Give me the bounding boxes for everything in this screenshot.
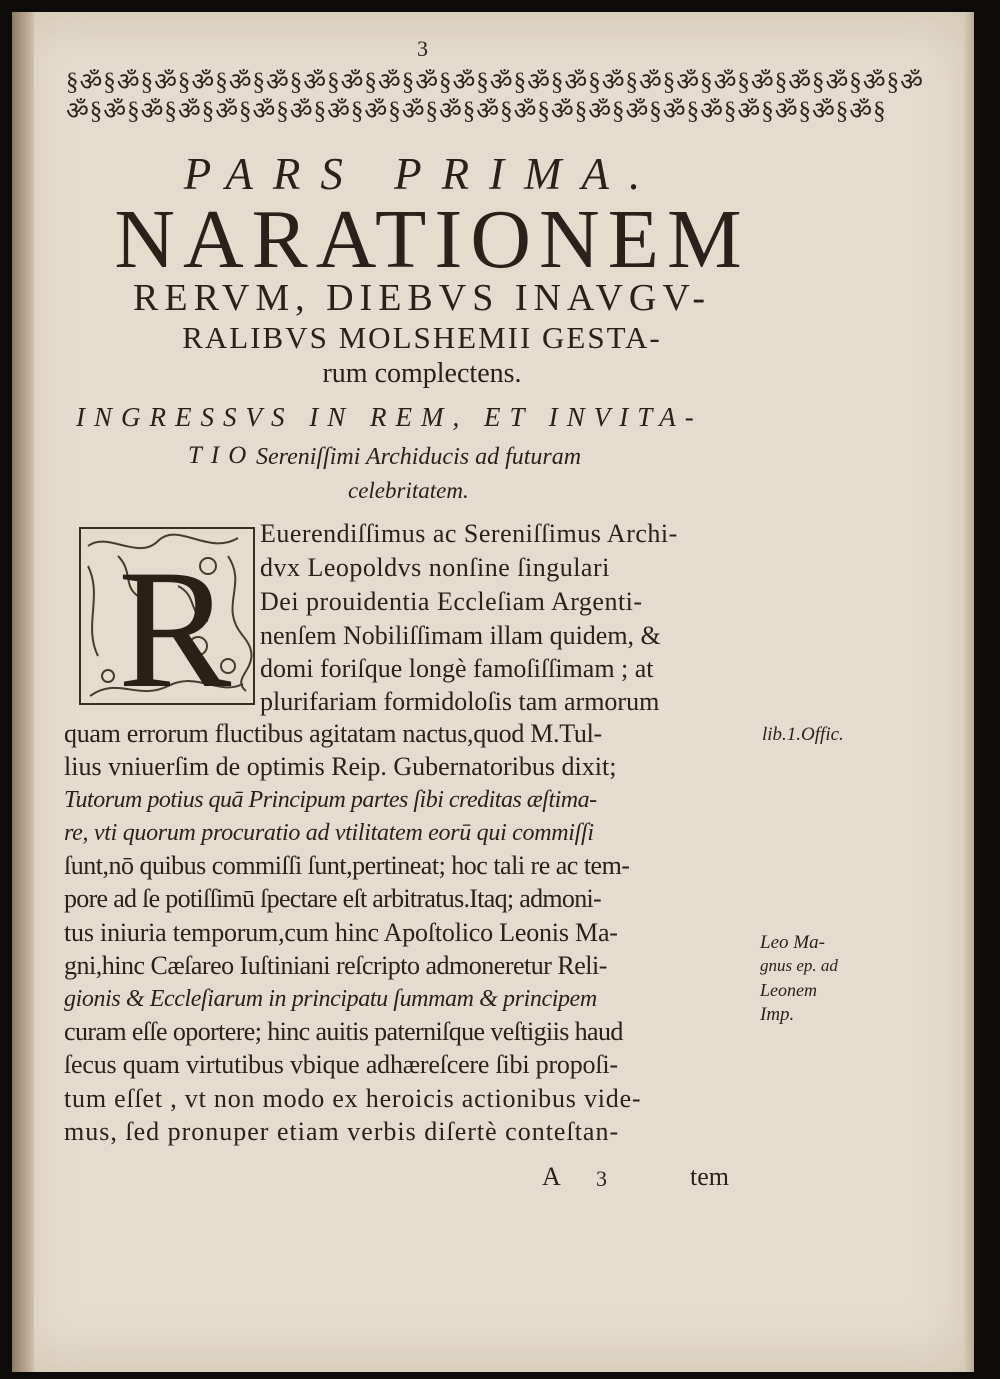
signature-number: 3: [596, 1166, 607, 1191]
body-line: lius vniuerſim de optimis Reip. Gubernatoribus dixit;: [64, 752, 617, 781]
marginal-note-offic: lib.1.Offic.: [762, 724, 844, 745]
body-line-italic: gionis & Eccleſiarum in principatu ſummam & principem: [64, 986, 597, 1012]
book-page: [12, 12, 974, 1372]
body-line: gni,hinc Cæſareo Iuſtiniani reſcripto admoneretur Reli-: [64, 951, 607, 980]
dropcap-letter: R: [118, 535, 232, 723]
section-heading-line-2b: Sereniſſimi Archiducis ad futuram: [256, 444, 582, 470]
marginal-note-leo-2: gnus ep. ad: [760, 956, 838, 975]
signature-mark: A: [542, 1162, 561, 1191]
book-spine: [12, 12, 34, 1372]
body-line: ſunt,nō quibus commiſſi ſunt,pertineat; hoc tali re ac tem-: [64, 851, 630, 880]
subtitle-line-1: RERVM, DIEBVS INAVGV-: [133, 277, 711, 319]
subtitle-line-2: RALIBVS MOLSHEMII GESTA-: [182, 320, 662, 355]
marginal-note-leo-3: Leonem: [760, 980, 817, 1000]
ornament-band-top: §ॐ§ॐ§ॐ§ॐ§ॐ§ॐ§ॐ§ॐ§ॐ§ॐ§ॐ§ॐ§ॐ§ॐ§ॐ§ॐ§ॐ§ॐ§ॐ§ॐ§ॐ§ॐ§ॐ: [66, 69, 924, 96]
section-heading-line-2a: TIO: [188, 442, 256, 469]
catchword: tem: [690, 1162, 729, 1191]
main-title: NARATIONEM: [114, 193, 750, 286]
body-line: pore ad ſe potiſſimū ſpectare eſt arbitratus.Itaq; admoni-: [64, 884, 601, 913]
body-line: curam eſſe oportere; hinc auitis paterniſque veſtigiis haud: [64, 1017, 623, 1046]
body-line: Dei prouidentia Eccleſiam Argenti-: [260, 587, 643, 616]
ornament-band-bottom: ॐ§ॐ§ॐ§ॐ§ॐ§ॐ§ॐ§ॐ§ॐ§ॐ§ॐ§ॐ§ॐ§ॐ§ॐ§ॐ§ॐ§ॐ§ॐ§ॐ§ॐ§ॐ§: [66, 98, 887, 125]
body-line-italic: re, vti quorum procuratio ad vtilitatem eorū qui commiſſi: [64, 820, 594, 846]
section-heading-line-1: INGRESSVS IN REM, ET INVITA-: [76, 402, 703, 432]
subtitle-line-3: rum complectens.: [322, 358, 522, 389]
body-line-italic: Tutorum potius quā Principum partes ſibi creditas æſtima-: [64, 787, 597, 813]
body-line: domi foriſque longè famoſiſſimam ; at: [260, 654, 654, 683]
body-line: mus, ſed pronuper etiam verbis diſertè conteſtan-: [64, 1117, 620, 1146]
body-line: tus iniuria temporum,cum hinc Apoſtolico Leonis Ma-: [64, 918, 618, 947]
body-line: quam errorum fluctibus agitatam nactus,quod M.Tul-: [64, 719, 602, 748]
body-line: ſecus quam virtutibus vbique adhæreſcere ſibi propoſi-: [64, 1050, 618, 1079]
section-heading-line-3: celebritatem.: [348, 478, 469, 503]
decorated-initial: [78, 526, 256, 723]
marginal-note-leo-4: Imp.: [760, 1004, 795, 1025]
body-line: tum eſſet , vt non modo ex heroicis actionibus vide-: [64, 1084, 642, 1113]
page-edge: [964, 12, 974, 1372]
marginal-note-leo-1: Leo Ma-: [760, 932, 825, 953]
body-line: nenſem Nobiliſſimam illam quidem, &: [260, 621, 661, 650]
body-line: dvx Leopoldvs nonſine ſingulari: [260, 553, 610, 582]
part-heading: PARS PRIMA.: [183, 149, 661, 199]
page-number: 3: [417, 36, 428, 61]
body-line: plurifariam formidoloſis tam armorum: [260, 687, 660, 716]
body-line: Euerendiſſimus ac Sereniſſimus Archi-: [260, 519, 678, 548]
